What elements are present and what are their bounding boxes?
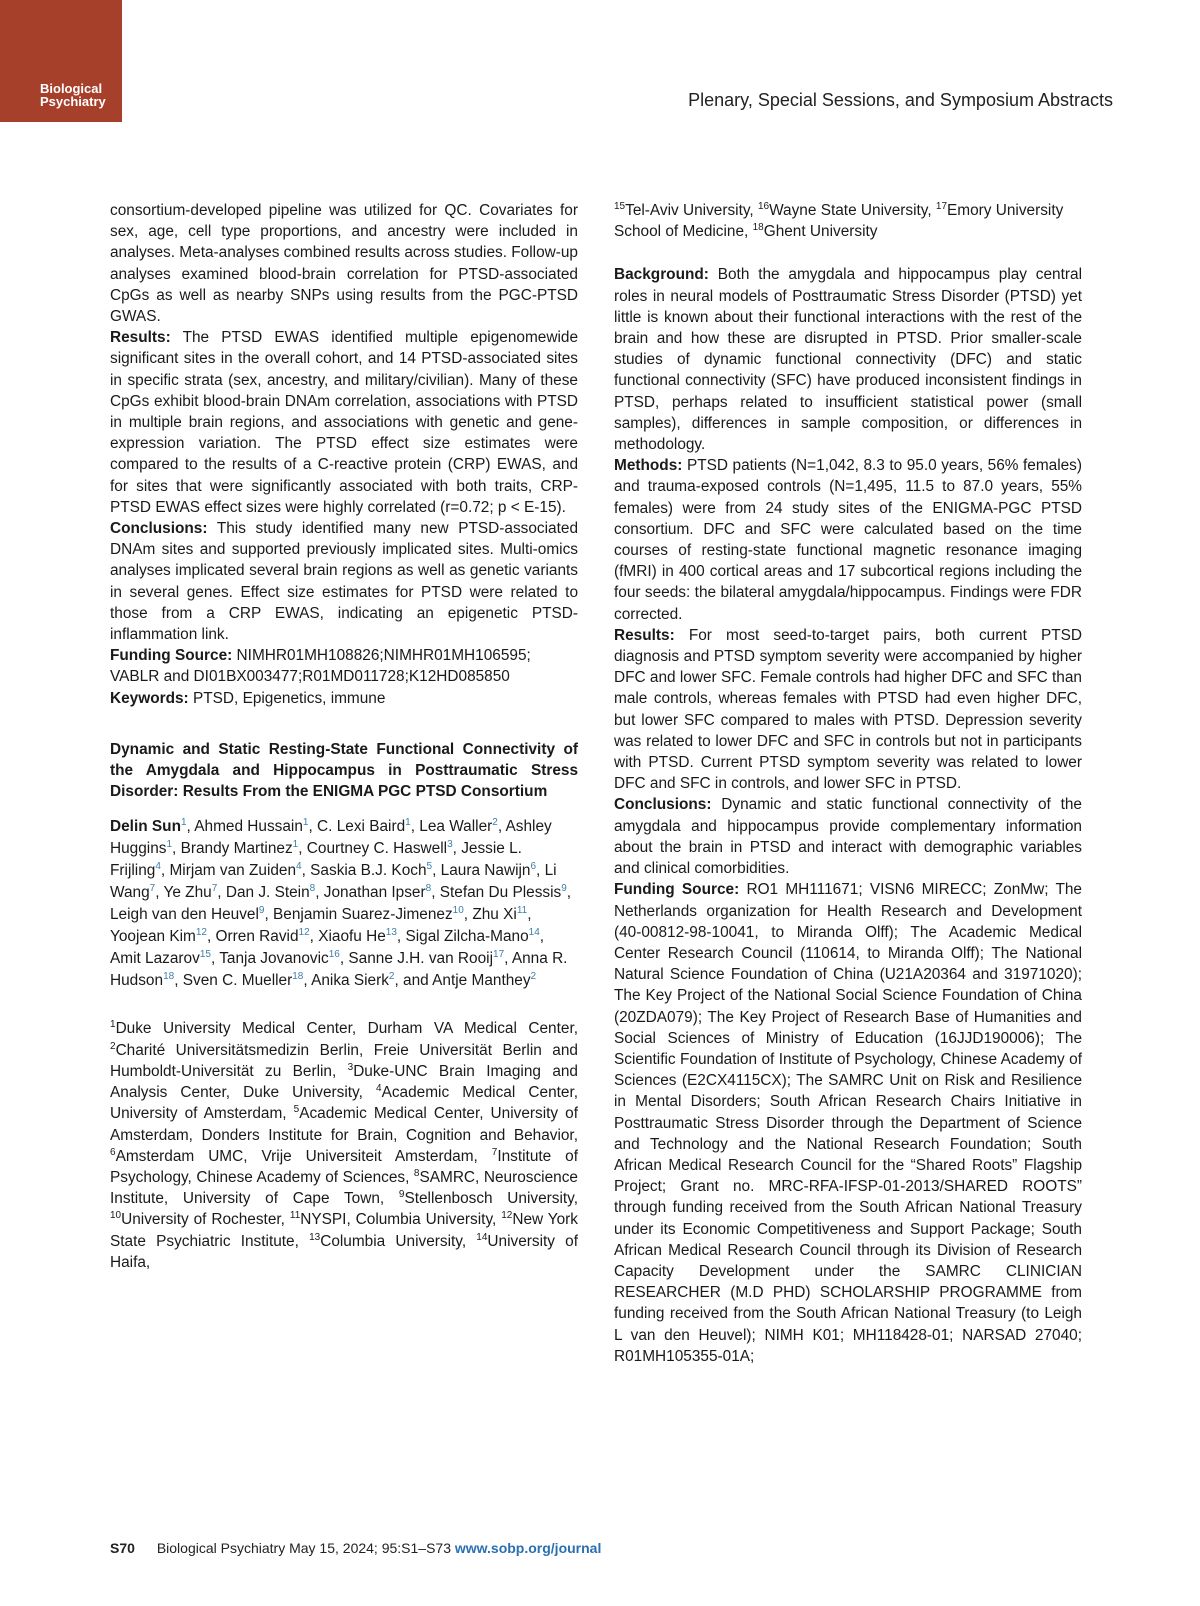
journal-logo bbox=[0, 0, 122, 122]
prev-conclusions-label: Conclusions: bbox=[110, 520, 208, 538]
affiliation-number: 17 bbox=[935, 200, 948, 212]
author-name: Yoojean Kim bbox=[110, 928, 196, 946]
author-name: Delin Sun bbox=[110, 818, 181, 836]
author-affiliation-ref[interactable]: 7 bbox=[211, 883, 218, 895]
affiliation-number: 3 bbox=[347, 1061, 354, 1073]
author-name: Benjamin Suarez-Jimenez bbox=[273, 906, 453, 924]
author-affiliation-ref[interactable]: 6 bbox=[530, 861, 537, 873]
conclusions-label: Conclusions: bbox=[614, 796, 712, 814]
affiliation-text: Ghent University bbox=[763, 223, 878, 241]
author-affiliation-ref[interactable]: 8 bbox=[309, 883, 316, 895]
results-text: For most seed-to-target pairs, both current PTSD diagnosis and PTSD symptom severity were accompanied by higher DFC and lower SFC. Female controls had higher DFC and SFC than male controls, whereas females with PTSD had even higher DFC, but lower SFC compared to males with PTSD. Depression severity was related to lower DFC and SFC in controls but not in participants with PTSD. Current PTSD symptom severity was related to lower DFC and SFC in controls, and lower SFC in PTSD. bbox=[614, 626, 1082, 793]
author-separator: , bbox=[309, 928, 319, 946]
affiliation-text: Duke University Medical Center, Durham VA Medical Center, bbox=[115, 1020, 578, 1038]
author-separator: , bbox=[174, 972, 183, 990]
prev-keywords-label: Keywords: bbox=[110, 689, 189, 707]
affiliation-number: 5 bbox=[293, 1104, 300, 1116]
author-name: Mirjam van Zuiden bbox=[169, 862, 297, 880]
author-separator: , bbox=[308, 818, 318, 836]
author-name: Sven C. Mueller bbox=[182, 972, 293, 990]
funding-label: Funding Source: bbox=[614, 881, 740, 899]
prev-funding bbox=[110, 645, 578, 687]
author-name: Stefan Du Plessis bbox=[439, 884, 562, 902]
author-affiliation-ref[interactable]: 2 bbox=[530, 971, 537, 983]
author-separator: , bbox=[431, 884, 440, 902]
affiliation-text: Wayne State University, bbox=[769, 202, 936, 219]
affiliation-number: 18 bbox=[752, 222, 764, 234]
author-affiliation-ref[interactable]: 12 bbox=[195, 927, 207, 939]
prev-conclusions bbox=[110, 518, 578, 645]
author-name: Jessie L. Frijling bbox=[110, 840, 522, 880]
author-affiliation-ref[interactable]: 1 bbox=[302, 817, 309, 829]
author-affiliation-ref[interactable]: 18 bbox=[292, 971, 304, 983]
author-separator: , bbox=[172, 840, 181, 858]
funding-section bbox=[614, 879, 1082, 1367]
affiliation-number: 1 bbox=[110, 1019, 116, 1031]
left-column bbox=[110, 200, 578, 1273]
results-label: Results: bbox=[614, 626, 675, 644]
author-separator: , bbox=[301, 862, 311, 880]
background-text: Both the amygdala and hippocampus play central roles in neural models of Posttraumatic Stress Disorder (PTSD) yet little is known about their functional interactions with the rest of the brain and how these are disrupted in PTSD. Prior smaller-scale studies of dynamic functional connectivity (DFC) and static functional connectivity (SFC) have produced inconsistent findings in PTSD, perhaps related to insufficient statistical power (small samples), differences in sample composition, or differences in methodology. bbox=[614, 266, 1082, 454]
author-separator: , bbox=[504, 950, 512, 968]
author-name: Ashley Huggins bbox=[110, 818, 552, 858]
affiliation-number: 11 bbox=[289, 1210, 301, 1222]
article-title: Dynamic and Static Resting-State Functional Connectivity of the Amygdala and Hippocampus in Posttraumatic Stress Disorder: Results From the ENIGMA PGC PTSD Consortium bbox=[110, 740, 578, 801]
author-name: Li Wang bbox=[110, 862, 557, 902]
affiliation-text: SAMRC, Neuroscience Institute, University of Cape Town, bbox=[110, 1168, 578, 1208]
author-separator: , bbox=[536, 862, 545, 880]
affiliation-number: 13 bbox=[309, 1231, 321, 1243]
affiliation-number: 6 bbox=[110, 1146, 116, 1158]
affiliation-text: Stellenbosch University, bbox=[404, 1190, 578, 1208]
prev-funding-text: NIMHR01MH108826;NIMHR01MH106595; VABLR and DI01BX003477;R01MD011728;K12HD085850 bbox=[110, 647, 531, 686]
author-name: Laura Nawijn bbox=[440, 862, 531, 880]
author-separator: , and bbox=[394, 972, 433, 990]
affiliation-text: Duke-UNC Brain Imaging and Analysis Center, Duke University, bbox=[110, 1062, 578, 1102]
author-name: Orren Ravid bbox=[215, 928, 299, 946]
affiliation-text: New York State Psychiatric Institute, bbox=[110, 1211, 578, 1250]
author-name: Dan J. Stein bbox=[225, 884, 310, 902]
affiliation-number: 16 bbox=[757, 200, 770, 212]
methods-section bbox=[614, 455, 1082, 625]
author-affiliation-ref[interactable]: 2 bbox=[492, 817, 498, 829]
author-list bbox=[110, 816, 578, 992]
author-affiliation-ref[interactable]: 18 bbox=[163, 971, 175, 983]
author-affiliation-ref[interactable]: 3 bbox=[447, 839, 453, 851]
affiliation-number: 14 bbox=[476, 1231, 488, 1243]
prev-keywords bbox=[110, 688, 578, 709]
affiliation-number: 15 bbox=[614, 200, 626, 212]
author-affiliation-ref[interactable]: 16 bbox=[328, 949, 340, 961]
author-name: Courtney C. Haswell bbox=[306, 840, 448, 858]
author-separator: , bbox=[527, 906, 532, 924]
prev-results-label: Results: bbox=[110, 329, 171, 347]
conclusions-text: Dynamic and static functional connectivity of the amygdala and hippocampus provide complementary information about the brain in PTSD and interact with demographic variables and clinical comorbidities. bbox=[614, 796, 1082, 878]
prev-conclusions-text: This study identified many new PTSD-associated DNAm sites and supported previously implicated sites. Multi-omics analyses implicated several brain regions as well as genetic variants in several genes. Effect size estimates for PTSD were related to those from a CRP EWAS, indicating an epigenetic PTSD-inflammation link. bbox=[110, 520, 579, 644]
author-separator: , bbox=[206, 928, 216, 946]
prev-keywords-text: PTSD, Epigenetics, immune bbox=[192, 689, 386, 707]
author-separator: , bbox=[298, 840, 307, 858]
affiliation-text: Tel-Aviv University, bbox=[625, 202, 758, 219]
author-affiliation-ref[interactable]: 15 bbox=[199, 949, 211, 961]
author-separator: , bbox=[463, 906, 473, 924]
affiliation-text: Columbia University, bbox=[320, 1232, 477, 1250]
background-label: Background: bbox=[614, 266, 709, 284]
author-affiliation-ref[interactable]: 2 bbox=[388, 971, 395, 983]
affiliation-number: 12 bbox=[501, 1210, 513, 1222]
affiliations bbox=[110, 1018, 578, 1272]
affiliation-text: Institute of Psychology, Chinese Academy of Sciences, bbox=[110, 1147, 578, 1186]
author-name: Anika Sierk bbox=[311, 972, 389, 990]
author-separator: , bbox=[264, 906, 274, 924]
author-name: Xiaofu He bbox=[318, 928, 386, 946]
affiliation-text: Charité Universitätsmedizin Berlin, Freie Universität Berlin and Humboldt-Universität zu Berlin, bbox=[110, 1041, 578, 1080]
author-separator: , bbox=[160, 862, 170, 880]
affiliation-text: Emory University School of Medicine, bbox=[614, 202, 1064, 241]
author-affiliation-ref[interactable]: 5 bbox=[426, 861, 433, 873]
affiliations-continued bbox=[614, 200, 1082, 242]
author-name: Lea Waller bbox=[419, 818, 493, 836]
author-name: Jonathan Ipser bbox=[323, 884, 426, 902]
affiliation-text: Academic Medical Center, University of Amsterdam, Donders Institute for Brain, Cognition and Behavior, bbox=[110, 1105, 578, 1144]
page-number: S70 bbox=[110, 1540, 135, 1556]
affiliation-text: University of Rochester, bbox=[121, 1211, 290, 1229]
author-separator: , bbox=[497, 818, 506, 836]
affiliation-number: 4 bbox=[376, 1082, 382, 1094]
author-affiliation-ref[interactable]: 14 bbox=[528, 927, 540, 939]
author-separator: , bbox=[186, 818, 195, 836]
author-name: Ye Zhu bbox=[163, 884, 212, 902]
author-affiliation-ref[interactable]: 4 bbox=[155, 861, 161, 873]
affiliation-number: 10 bbox=[110, 1210, 122, 1222]
author-affiliation-ref[interactable]: 17 bbox=[493, 949, 505, 961]
page-footer bbox=[110, 1540, 601, 1556]
author-affiliation-ref[interactable]: 11 bbox=[516, 905, 528, 917]
author-name: Zhu Xi bbox=[472, 906, 517, 924]
section-title: Plenary, Special Sessions, and Symposium Abstracts bbox=[688, 90, 1113, 110]
funding-text: RO1 MH111671; VISN6 MIRECC; ZonMw; The Netherlands organization for Health Research and Development (40-00812-98-10041, to Miranda Olff); The Academic Medical Center Research Council (110614, to Miranda Olff); The National Natural Science Foundation of China (U21A20364 and 31971020); The Key Project of the National Social Science Foundation of China (20ZDA079); The Key Project of Research Base of Humanities and Social Sciences of Ministry of Education (16JJD190006); The Scientific Foundation of Institute of Psychology, Chinese Academy of Sciences (E2CX4115CX); The SAMRC Unit on Risk and Resilience in Mental Disorders; South African Research Chairs Initiative in Posttraumatic Stress Disorder through the Department of Science and Technology and the National Research Foundation; South African Medical Research Council for the “Shared Roots” Flagship Project; Grant no. MRC-RFA-IFSP-01-2013/SHARED ROOTS” through funding received from the South African National Treasury under its Economic Competitiveness and Support Package; South African Medical Research Council through its Division of Research Capacity Development under the SAMRC CLINICIAN RESEARCHER (M.D PHD) SCHOLARSHIP PROGRAMME from funding received from the South African National Treasury (to Leigh L van den Heuvel); NIMH K01; MH118428-01; NARSAD 27040; R01MH105355-01A; bbox=[614, 881, 1082, 1365]
author-name: Sigal Zilcha-Mano bbox=[405, 928, 529, 946]
author-separator: , bbox=[210, 950, 220, 968]
author-affiliation-ref[interactable]: 7 bbox=[149, 883, 156, 895]
author-separator: , bbox=[315, 884, 324, 902]
author-affiliation-ref[interactable]: 8 bbox=[425, 883, 432, 895]
affiliation-text: NYSPI, Columbia University, bbox=[300, 1211, 502, 1229]
author-separator: , bbox=[303, 972, 312, 990]
author-separator: , bbox=[539, 928, 545, 946]
conclusions-section bbox=[614, 794, 1082, 879]
author-separator: , bbox=[396, 928, 406, 946]
author-affiliation-ref[interactable]: 1 bbox=[166, 839, 173, 851]
author-name: C. Lexi Baird bbox=[317, 818, 406, 836]
affiliation-text: Academic Medical Center, University of Amsterdam, bbox=[110, 1084, 579, 1123]
journal-link[interactable]: www.sobp.org/journal bbox=[454, 1540, 602, 1556]
author-separator: , bbox=[566, 884, 572, 902]
author-affiliation-ref[interactable]: 13 bbox=[385, 927, 397, 939]
author-affiliation-ref[interactable]: 1 bbox=[292, 839, 299, 851]
methods-text: PTSD patients (N=1,042, 8.3 to 95.0 years, 56% females) and trauma-exposed controls (N=1,495, 11.5 to 87.0 years, 55% females) were from 24 study sites of the ENIGMA-PGC PTSD consortium. DFC and SFC were calculated based on the time courses of resting-state functional magnetic resonance imaging (fMRI) in 400 cortical areas and 17 subcortical regions including the four seeds: the bilateral amygdala/hippocampus. Findings were FDR corrected. bbox=[614, 457, 1083, 623]
journal-logo-text: Biological Psychiatry bbox=[40, 81, 106, 109]
author-name: Amit Lazarov bbox=[110, 950, 200, 968]
author-name: Saskia B.J. Koch bbox=[310, 862, 427, 880]
author-separator: , bbox=[339, 950, 349, 968]
methods-label: Methods: bbox=[614, 457, 683, 475]
author-name: Anna R. Hudson bbox=[110, 950, 568, 990]
journal-citation: Biological Psychiatry May 15, 2024; 95:S1–S73 bbox=[156, 1540, 451, 1556]
background-section bbox=[614, 264, 1082, 455]
affiliation-number: 2 bbox=[110, 1040, 116, 1052]
author-affiliation-ref[interactable]: 1 bbox=[180, 817, 187, 829]
prev-funding-label: Funding Source: bbox=[110, 647, 233, 665]
author-separator: , bbox=[217, 884, 226, 902]
author-separator: , bbox=[432, 862, 441, 880]
prev-results-text: The PTSD EWAS identified multiple epigenomewide significant sites in the overall cohort, and 14 PTSD-associated sites in specific strata (sex, ancestry, and military/civilian). Many of these CpGs exhibit blood-brain DNAm correlation, associations with PTSD in multiple brain regions, and associations with genetic and gene-expression variation. The PTSD effect size estimates were compared to the results of a C-reactive protein (CRP) EWAS, and for sites that were significantly associated with both traits, CRP-PTSD EWAS effect sizes were highly correlated (r=0.72; p < E-15). bbox=[110, 329, 579, 516]
author-separator: , bbox=[452, 840, 462, 858]
author-affiliation-ref[interactable]: 4 bbox=[296, 861, 302, 873]
results-section bbox=[614, 625, 1082, 795]
author-affiliation-ref[interactable]: 9 bbox=[258, 905, 265, 917]
affiliation-number: 8 bbox=[413, 1167, 420, 1179]
author-name: Tanja Jovanovic bbox=[219, 950, 329, 968]
author-name: Leigh van den Heuvel bbox=[110, 906, 259, 924]
affiliation-number: 9 bbox=[398, 1188, 405, 1200]
affiliation-text: University of Haifa, bbox=[110, 1232, 579, 1271]
author-separator: , bbox=[410, 818, 420, 836]
author-name: Sanne J.H. van Rooij bbox=[348, 950, 494, 968]
author-affiliation-ref[interactable]: 9 bbox=[561, 883, 567, 895]
prev-results bbox=[110, 327, 578, 518]
author-affiliation-ref[interactable]: 1 bbox=[405, 817, 411, 829]
author-separator: , bbox=[155, 884, 164, 902]
author-name: Brandy Martinez bbox=[180, 840, 293, 858]
author-affiliation-ref[interactable]: 12 bbox=[298, 927, 310, 939]
right-column bbox=[614, 200, 1082, 1367]
author-name: Antje Manthey bbox=[432, 972, 531, 990]
author-name: Ahmed Hussain bbox=[194, 818, 303, 836]
author-affiliation-ref[interactable]: 10 bbox=[452, 905, 464, 917]
affiliation-text: Amsterdam UMC, Vrije Universiteit Amsterdam, bbox=[115, 1147, 492, 1165]
affiliation-number: 7 bbox=[491, 1146, 498, 1158]
prev-methods-continuation: consortium-developed pipeline was utilized for QC. Covariates for sex, age, cell type proportions, and ancestry were included in analyses. Meta-analyses combined results across studies. Follow-up analyses examined blood-brain correlation for PTSD-associated CpGs as well as nearby SNPs using results from the PGC-PTSD GWAS. bbox=[110, 202, 578, 326]
